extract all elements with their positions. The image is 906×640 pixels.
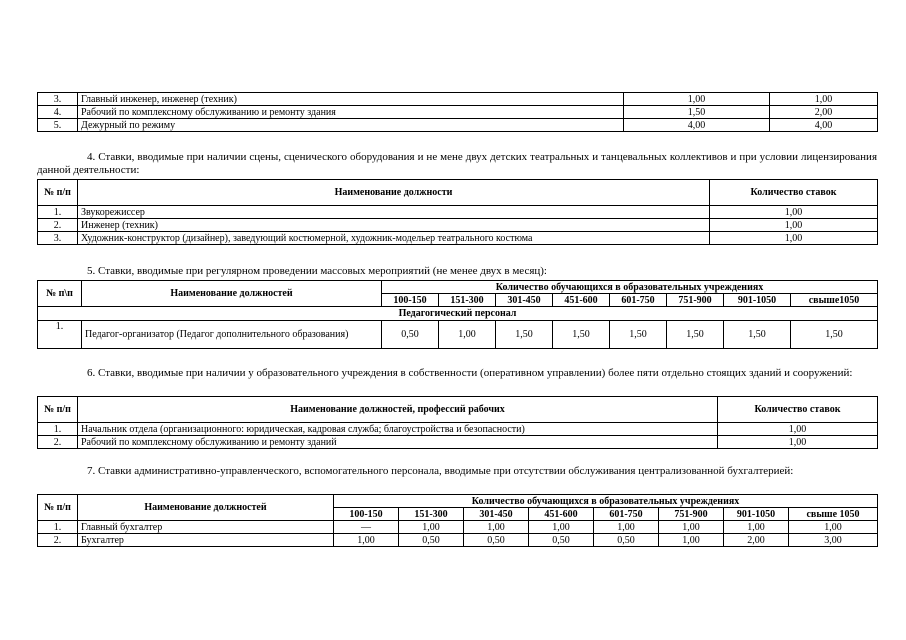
col-name-header: Наименование должности [78,180,710,206]
position-name: Рабочий по комплексному обслуживанию и ремонту здания [78,106,624,119]
section-4-heading: 4. Ставки, вводимые при наличии сцены, сценического оборудования и не мене двух детских театральных и танцевальных коллективов и при условии лицензирования данной деятельности: [37,151,877,176]
position-name: Главный инженер, инженер (техник) [78,93,624,106]
rate-count: 1,00 [718,423,878,436]
rate-value: 1,00 [334,534,399,547]
position-name: Бухгалтер [78,534,334,547]
table-section-5 [37,280,878,349]
rate-value: 0,50 [464,534,529,547]
range-header: 601-750 [610,294,667,307]
section-7-heading: 7. Ставки административно-управленческого, вспомогательного персонала, вводимые при отсутствии обслуживания централизованной бухгалтерией: [87,465,794,477]
section-5-heading: 5. Ставки, вводимые при регулярном проведении массовых мероприятий (не менее двух в месяц): [87,265,547,277]
staff-category: Педагогический персонал [38,307,878,321]
range-header: свыше 1050 [789,508,878,521]
range-header: 100-150 [382,294,439,307]
range-header: свыше1050 [791,294,878,307]
rate-value: 1,00 [624,93,770,106]
col-count-header: Количество ставок [718,397,878,423]
table-row [38,106,878,119]
range-header: 451-600 [529,508,594,521]
rate-value: 1,50 [553,321,610,349]
table-header-row [38,397,878,423]
rate-value: 0,50 [382,321,439,349]
row-num: 1. [38,321,82,349]
rate-value: 0,50 [594,534,659,547]
col-name-header: Наименование должностей, профессий рабочих [78,397,718,423]
table-section-4 [37,179,878,245]
table-top [37,92,878,132]
rate-value: — [334,521,399,534]
table-row [38,206,878,219]
rate-value: 1,00 [659,521,724,534]
row-num: 5. [38,119,78,132]
table-row [38,232,878,245]
range-header: 451-600 [553,294,610,307]
rate-value: 4,00 [624,119,770,132]
col-name-header: Наименование должностей [82,281,382,307]
row-num: 2. [38,436,78,449]
position-name: Рабочий по комплексному обслуживанию и ремонту зданий [78,436,718,449]
table-row [38,321,878,349]
rate-value: 1,50 [624,106,770,119]
rate-count: 1,00 [718,436,878,449]
rate-value: 1,00 [529,521,594,534]
table-row [38,436,878,449]
row-num: 3. [38,232,78,245]
rate-count: 1,00 [710,219,878,232]
rate-value: 1,00 [594,521,659,534]
col-group-header: Количество обучающихся в образовательных учреждениях [382,281,878,294]
position-name: Художник-конструктор (дизайнер), заведующий костюмерной, художник-модельер театрального костюма [78,232,710,245]
table-subheader-row [38,307,878,321]
rate-value: 1,50 [496,321,553,349]
section-6-heading: 6. Ставки, вводимые при наличии у образовательного учреждения в собственности (оперативном управлении) более пяти отдельно стоящих зданий и сооружений: [87,367,853,379]
position-name: Главный бухгалтер [78,521,334,534]
row-num: 4. [38,106,78,119]
range-header: 601-750 [594,508,659,521]
row-num: 2. [38,534,78,547]
range-header: 901-1050 [724,508,789,521]
range-header: 100-150 [334,508,399,521]
row-num: 1. [38,206,78,219]
rate-value: 1,50 [724,321,791,349]
rate-value: 1,00 [464,521,529,534]
table-row [38,534,878,547]
rate-count: 1,00 [710,206,878,219]
rate-value: 1,50 [667,321,724,349]
rate-value: 1,50 [610,321,667,349]
position-name: Дежурный по режиму [78,119,624,132]
col-num-header: № п/п [38,397,78,423]
row-num: 3. [38,93,78,106]
rate-value: 1,00 [724,521,789,534]
table-row [38,521,878,534]
range-header: 151-300 [439,294,496,307]
row-num: 1. [38,521,78,534]
rate-count: 1,00 [710,232,878,245]
col-num-header: № п/п [38,495,78,521]
range-header: 301-450 [496,294,553,307]
table-header-row [38,495,878,508]
rate-value: 1,00 [399,521,464,534]
rate-value: 0,50 [399,534,464,547]
range-header: 751-900 [659,508,724,521]
col-count-header: Количество ставок [710,180,878,206]
table-header-row [38,281,878,294]
rate-value: 2,00 [770,106,878,119]
position-name: Начальник отдела (организационного: юридическая, кадровая служба; благоустройства и безопасности) [78,423,718,436]
range-header: 151-300 [399,508,464,521]
rate-value: 4,00 [770,119,878,132]
range-header: 901-1050 [724,294,791,307]
table-section-6 [37,396,878,449]
position-name: Педагог-организатор (Педагог дополнительного образования) [82,321,382,349]
table-row [38,219,878,232]
position-name: Инженер (техник) [78,219,710,232]
col-num-header: № п/п [38,180,78,206]
table-header-row [38,180,878,206]
table-row [38,423,878,436]
range-header: 301-450 [464,508,529,521]
table-row [38,93,878,106]
rate-value: 1,00 [439,321,496,349]
rate-value: 0,50 [529,534,594,547]
rate-value: 1,00 [659,534,724,547]
rate-value: 1,50 [791,321,878,349]
rate-value: 3,00 [789,534,878,547]
col-name-header: Наименование должностей [78,495,334,521]
col-num-header: № п\п [38,281,82,307]
table-row [38,119,878,132]
row-num: 1. [38,423,78,436]
range-header: 751-900 [667,294,724,307]
position-name: Звукорежиссер [78,206,710,219]
rate-value: 2,00 [724,534,789,547]
row-num: 2. [38,219,78,232]
table-section-7 [37,494,878,547]
rate-value: 1,00 [789,521,878,534]
col-group-header: Количество обучающихся в образовательных учреждениях [334,495,878,508]
rate-value: 1,00 [770,93,878,106]
